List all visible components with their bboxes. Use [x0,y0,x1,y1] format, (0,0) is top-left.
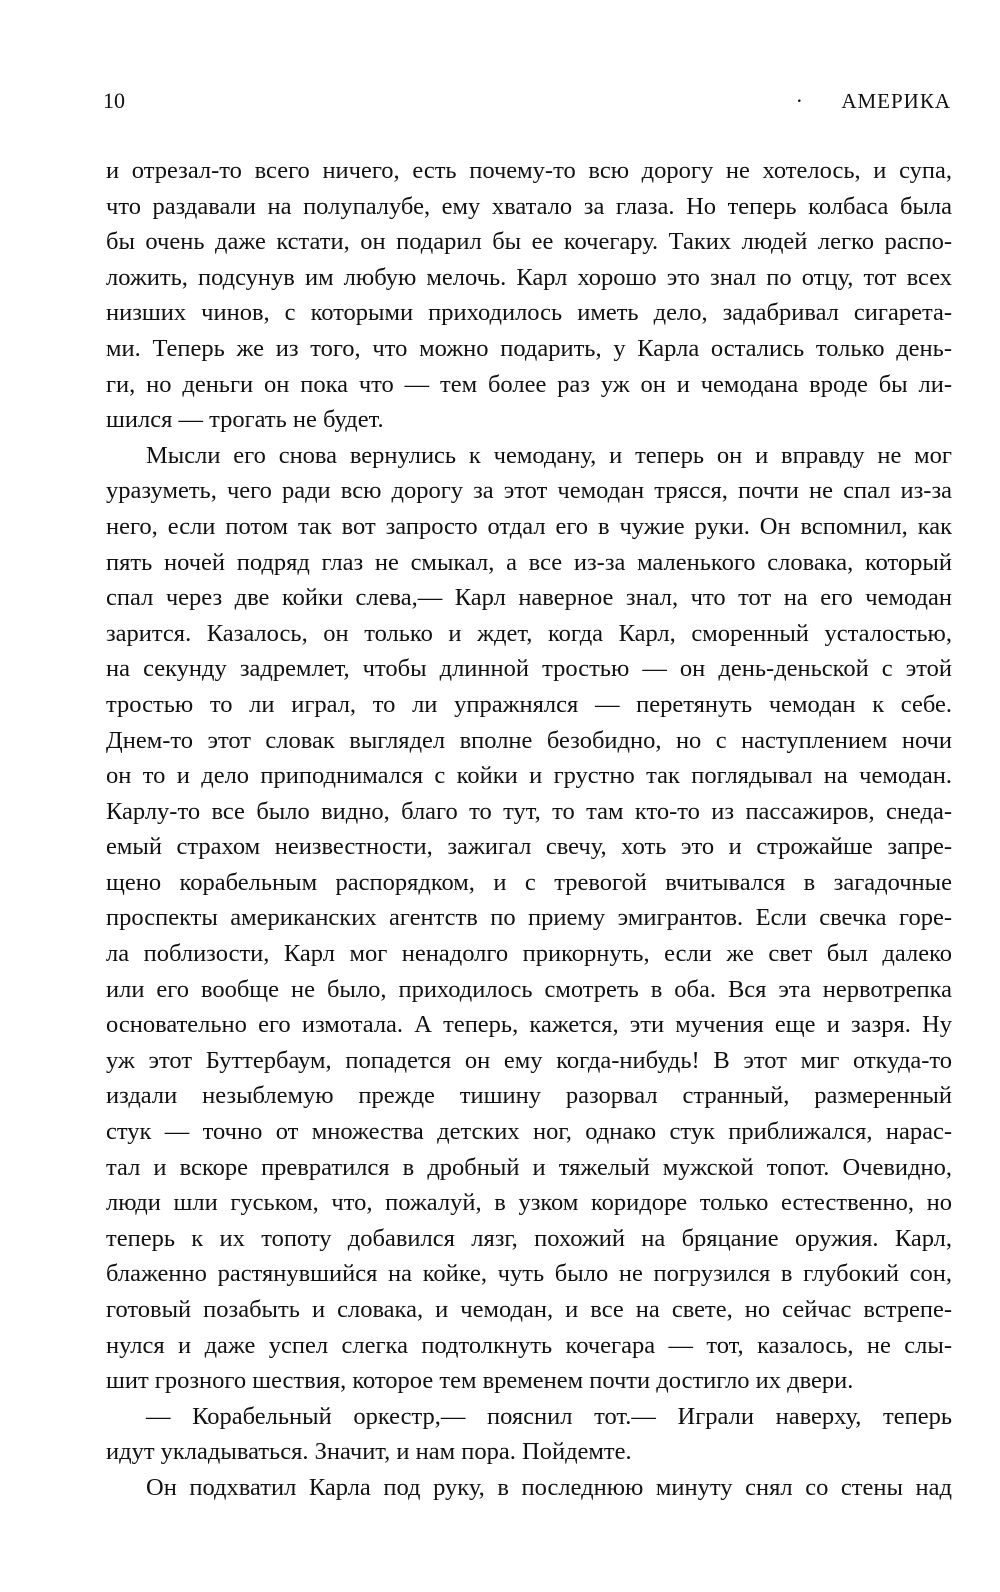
text-line: нулся и даже успел слегка подтолкнуть кочегара — тот, казалось, не слы- [106,1331,952,1359]
book-title: АМЕРИКА [841,89,951,113]
text-line: что раздавали на полупалубе, ему хватало за глаза. Но теперь колбаса была [106,192,952,220]
text-line: люди шли гуськом, что, пожалуй, в узком коридоре только естественно, но [106,1189,952,1217]
text-line: Днем-то этот словак выглядел вполне безобидно, но с наступлением ночи [106,726,952,754]
text-line: ми. Теперь же из того, что можно подарить, у Карла остались только день- [106,334,952,362]
text-line: — Корабельный оркестр,— пояснил тот.— Играли наверху, теперь [146,1402,952,1430]
text-line: блаженно растянувшийся на койке, чуть было не погрузился в глубокий сон, [106,1260,952,1288]
page-number: 10 [103,88,125,113]
text-line: основательно его измотала. А теперь, кажется, эти мучения еще и зазря. Ну [106,1011,952,1039]
text-line: бы очень даже кстати, он подарил бы ее кочегару. Таких людей легко распо- [106,228,952,256]
text-line: ги, но деньги он пока что — тем более раз уж он и чемодана вроде бы ли- [106,370,952,398]
text-line: шит грозного шествия, которое тем временем почти достигло их двери. [106,1367,854,1395]
text-line: ла поблизости, Карл мог ненадолго прикорнуть, если же свет был далеко [106,940,952,968]
text-line: спал через две койки слева,— Карл наверное знал, что тот на его чемодан [106,584,952,612]
text-line: низших чинов, с которыми приходилось иметь дело, задабривал сигарета- [106,299,952,327]
running-head [103,86,951,120]
text-line: зарится. Казалось, он только и ждет, когда Карл, сморенный усталостью, [106,619,952,647]
text-line: уж этот Буттербаум, попадется он ему когда-нибудь! В этот миг откуда-то [106,1046,952,1074]
text-line: щено корабельным распорядком, и с тревогой вчитывался в загадочные [106,868,952,896]
text-line: тростью то ли играл, то ли упражнялся — перетянуть чемодан к себе. [106,690,952,718]
text-line: Он подхватил Карла под руку, в последнюю минуту снял со стены над [146,1473,952,1501]
text-line: готовый позабыть и словака, и чемодан, и все на свете, но сейчас встрепе- [106,1296,952,1323]
text-line: идут укладываться. Значит, и нам пора. Пойдемте. [106,1438,632,1466]
text-line: теперь к их топоту добавился лязг, похожий на бряцание оружия. Карл, [106,1224,952,1252]
text-line: он то и дело приподнимался с койки и грустно так поглядывал на чемодан. [106,762,952,790]
text-line: емый страхом неизвестности, зажигал свечу, хоть это и строжайше запре- [106,833,952,861]
text-line: Мысли его снова вернулись к чемодану, и теперь он и вправду не мог [146,441,952,469]
text-line: проспекты американских агентств по приему эмигрантов. Если свечка горе- [106,904,952,932]
body-text [106,153,952,1506]
text-line: тал и вскоре превратился в дробный и тяжелый мужской топот. Очевидно, [106,1153,952,1181]
text-line: и отрезал-то всего ничего, есть почему-то всю дорогу не хотелось, и супа, [106,157,952,184]
text-line: шился — трогать не будет. [106,406,384,434]
text-line: него, если потом так вот запросто отдал его в чужие руки. Он вспомнил, как [106,512,952,540]
text-line: уразуметь, чего ради всю дорогу за этот чемодан трясся, почти не спал из-за [106,477,952,505]
header-separator: · [795,88,803,113]
text-line: Карлу-то все было видно, благо то тут, то там кто-то из пассажиров, снеда- [106,797,952,825]
text-line: издали незыблемую прежде тишину разорвал странный, размеренный [106,1082,952,1110]
text-line: или его вообще не было, приходилось смотреть в оба. Вся эта нервотрепка [106,975,952,1003]
text-line: ложить, подсунув им любую мелочь. Карл хорошо это знал по отцу, тот всех [106,263,952,291]
text-line: пять ночей подряд глаз не смыкал, а все из-за маленького словака, который [106,548,952,576]
text-line: на секунду задремлет, чтобы длинной тростью — он день-деньской с этой [106,655,952,683]
text-line: стук — точно от множества детских ног, однако стук приближался, нарас- [106,1118,952,1146]
